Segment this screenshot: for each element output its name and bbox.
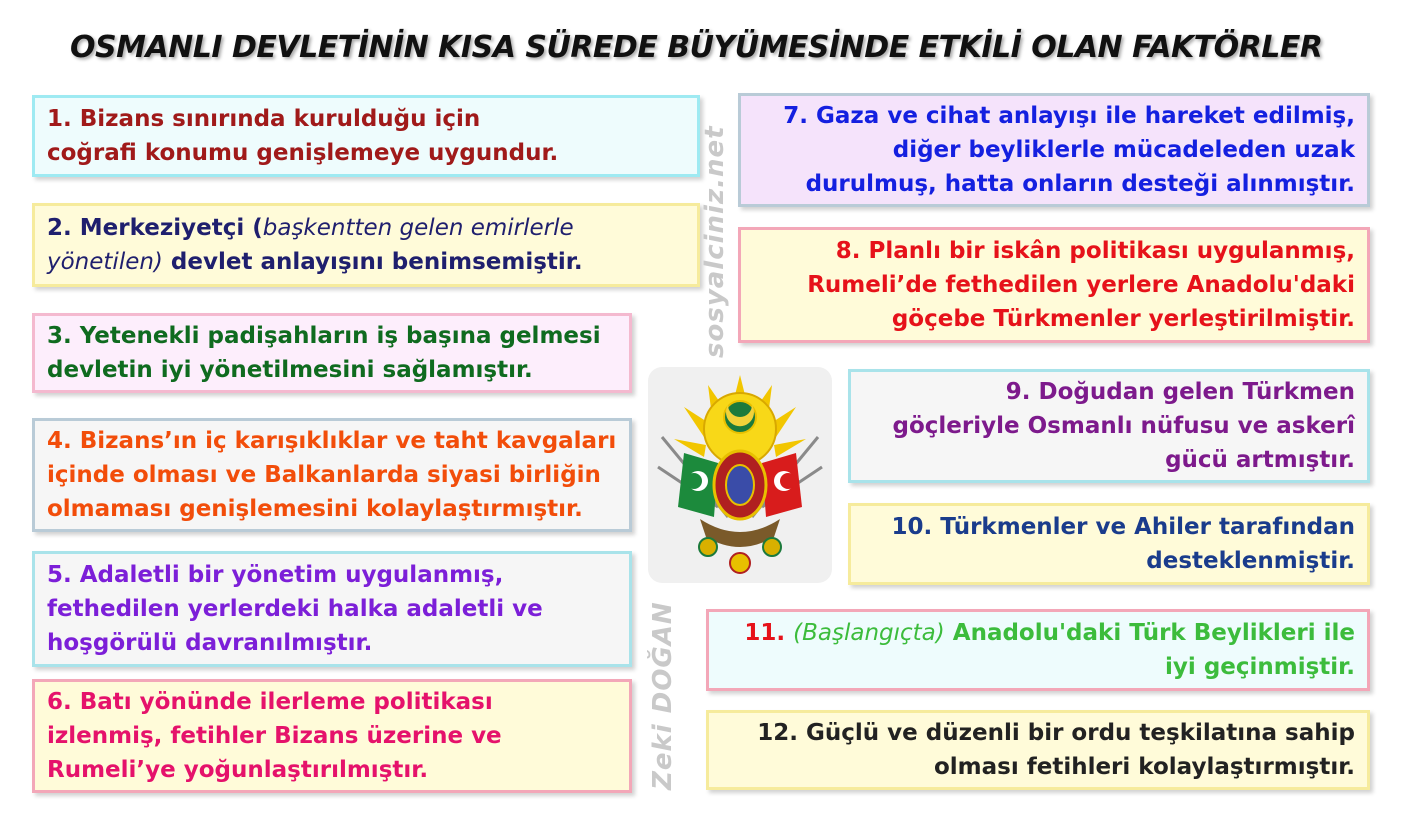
author-watermark: Zeki DOĞAN — [648, 601, 678, 790]
factor-12-line-1: 12. Güçlü ve düzenli bir ordu teşkilatına sahip — [757, 720, 1355, 746]
factor-7 — [738, 93, 1370, 207]
coat-of-arms-drawing — [648, 367, 832, 583]
factor-1-line-2: coğrafi konumu genişlemeye uygundur. — [47, 140, 559, 166]
factor-2-line-2 — [47, 245, 685, 279]
factor-11-bold-part: Anadolu'daki Türk Beylikleri ile — [944, 620, 1355, 646]
factor-3-line-2: devletin iyi yönetilmesini sağlamıştır. — [47, 357, 533, 383]
factor-8-line-1: 8. Planlı bir iskân politikası uygulanmış, — [835, 238, 1355, 264]
factor-2-bold-part: 2. Merkeziyetçi ( — [47, 215, 263, 241]
factor-9-line-3: gücü artmıştır. — [1165, 447, 1355, 473]
factor-7-line-1: 7. Gaza ve cihat anlayışı ile hareket edilmiş, — [783, 103, 1355, 129]
factor-6 — [32, 679, 632, 793]
factor-11-line-2: iyi geçinmiştir. — [1165, 654, 1355, 680]
factor-10 — [848, 503, 1370, 585]
factor-11 — [706, 609, 1370, 691]
factor-4-line-3: olmaması genişlemesini kolaylaştırmıştır. — [47, 496, 583, 522]
page-title: OSMANLI DEVLETİNİN KISA SÜREDE BÜYÜMESİNDE ETKİLİ OLAN FAKTÖRLER — [70, 30, 1323, 65]
factor-10-line-2: desteklenmiştir. — [1146, 548, 1355, 574]
factor-10-line-1: 10. Türkmenler ve Ahiler tarafından — [891, 514, 1355, 540]
factor-2-line-1 — [47, 211, 685, 245]
factor-11-number: 11. — [744, 620, 794, 646]
ottoman-coat-of-arms-icon — [648, 367, 832, 583]
factor-6-line-1: 6. Batı yönünde ilerleme politikası — [47, 689, 493, 715]
factor-2-italic-part-2: yönetilen) — [47, 249, 163, 275]
factor-2-italic-part: başkentten gelen emirlerle — [262, 215, 574, 241]
factor-4-line-1: 4. Bizans’ın iç karışıklıklar ve taht kavgaları — [47, 428, 617, 454]
factor-12 — [706, 710, 1370, 790]
factor-2-bold-part-2: devlet anlayışını benimsemiştir. — [162, 249, 583, 275]
factor-3-line-1: 3. Yetenekli padişahların iş başına gelmesi — [47, 323, 601, 349]
factor-1-line-1: 1. Bizans sınırında kurulduğu için — [47, 106, 481, 132]
factor-9 — [848, 369, 1370, 483]
factor-5-line-3: hoşgörülü davranılmıştır. — [47, 630, 373, 656]
factor-6-line-3: Rumeli’ye yoğunlaştırılmıştır. — [47, 757, 429, 783]
factor-1 — [32, 95, 700, 177]
factor-4-line-2: içinde olması ve Balkanlarda siyasi birliğin — [47, 462, 601, 488]
factor-12-line-2: olması fetihleri kolaylaştırmıştır. — [933, 754, 1355, 780]
factor-8-line-2: Rumeli’de fethedilen yerlere Anadolu'daki — [807, 272, 1355, 298]
factor-6-line-2: izlenmiş, fetihler Bizans üzerine ve — [47, 723, 502, 749]
factor-11-line-1 — [721, 616, 1355, 650]
factor-3 — [32, 313, 632, 393]
factor-4 — [32, 418, 632, 532]
factor-5-line-1: 5. Adaletli bir yönetim uygulanmış, — [47, 562, 504, 588]
factor-7-line-3: durulmuş, hatta onların desteği alınmıştır. — [805, 171, 1355, 197]
factor-7-line-2: diğer beyliklerle mücadeleden uzak — [892, 137, 1355, 163]
factor-11-italic-part: (Başlangıçta) — [793, 620, 945, 646]
factor-8 — [738, 227, 1370, 343]
factor-5-line-2: fethedilen yerlerdeki halka adaletli ve — [47, 596, 543, 622]
factor-2 — [32, 203, 700, 287]
factor-5 — [32, 551, 632, 667]
factor-9-line-2: göçleriyle Osmanlı nüfusu ve askerî — [892, 413, 1355, 439]
factor-8-line-3: göçebe Türkmenler yerleştirilmiştir. — [891, 306, 1355, 332]
factor-9-line-1: 9. Doğudan gelen Türkmen — [1005, 379, 1355, 405]
site-watermark: sosyalciniz.net — [700, 125, 730, 358]
